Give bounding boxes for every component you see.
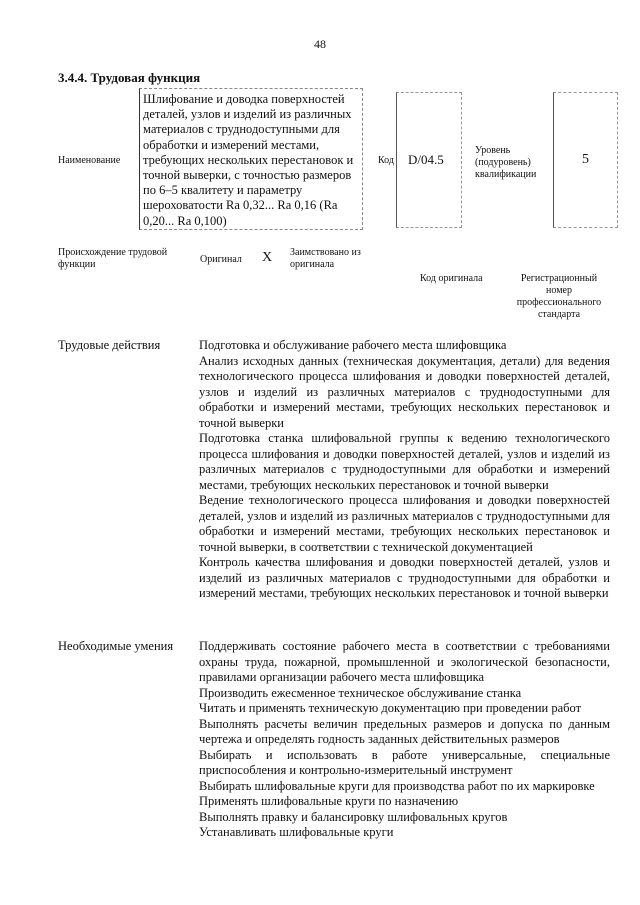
labor-actions-label: Трудовые действия	[58, 338, 161, 352]
original-label: Оригинал	[200, 254, 242, 265]
code-value: D/04.5	[408, 152, 444, 167]
function-name-box: Шлифование и доводка поверхностей деталей, узлов и изделий из различных материалов с труднодоступными для обработки и измерений местами, требующих нескольких перестановок и точной выверки, с точностью размеров по 6–5 квалитету и параметру шероховатости Ra 0,32... Ra 0,16 (Ra 0,20... Ra 0,100)	[139, 88, 363, 230]
required-skills-list	[199, 639, 610, 841]
list-item: Устанавливать шлифовальные круги	[199, 825, 394, 839]
borrowed-label: Заимствовано из оригинала	[290, 247, 361, 270]
list-item: Выбирать и использовать в работе универсальные, специальные приспособления и контрольно-измерительный инструмент	[199, 747, 610, 777]
list-item: Производить ежесменное техническое обслуживание станка	[199, 685, 522, 700]
list-item: Ведение технологического процесса шлифования и доводки поверхностей деталей, узлов и изделий из различных материалов с труднодоступными для обработки и измерений местами, требующих нескольких перестановок и точной выверки, в соответствии с технической документацией	[199, 493, 610, 554]
list-item: Анализ исходных данных (техническая документация, детали) для ведения технологического процесса шлифования и доводки поверхностей деталей, узлов и изделий из различных материалов с труднодоступными для обработки и измерений местами, требующих нескольких перестановок и точной выверки	[199, 353, 610, 430]
origin-label: Происхождение трудовой функции	[58, 247, 168, 270]
name-label: Наименование	[58, 155, 121, 166]
list-item: Применять шлифовальные круги по назначению	[199, 794, 459, 808]
list-item: Выполнять расчеты величин предельных размеров и допуска по данным чертежа и определять годность заданных действительных размеров	[199, 716, 610, 746]
level-label: Уровень (подуровень) квалификации	[475, 145, 537, 180]
list-item: Подготовка станка шлифовальной группы к ведению технологического процесса шлифования и доводки поверхностей деталей, узлов и изделий из различных материалов с труднодоступными для обработки и измерений местами, требующих нескольких перестановок и точной выверки	[199, 431, 610, 492]
code-original-label: Код оригинала	[420, 273, 483, 284]
labor-actions-list	[199, 338, 610, 602]
page-number: 48	[314, 37, 326, 51]
list-item: Читать и применять техническую документацию при проведении работ	[199, 701, 582, 715]
reg-number-label: Регистрационный номер профессионального стандарта	[516, 273, 602, 320]
list-item: Выполнять правку и балансировку шлифовальных кругов	[199, 809, 508, 824]
list-item: Подготовка и обслуживание рабочего места шлифовщика	[199, 338, 507, 352]
list-item: Выбирать шлифовальные круги для производства работ по их маркировке	[199, 778, 595, 793]
list-item: Поддерживать состояние рабочего места в соответствии с требованиями охраны труда, пожарной, промышленной и экологической безопасности, правилами организации рабочего места шлифовщика	[199, 639, 610, 684]
section-title: 3.4.4. Трудовая функция	[58, 70, 201, 85]
code-label: Код	[378, 155, 394, 166]
level-value: 5	[582, 152, 589, 167]
required-skills-label: Необходимые умения	[58, 639, 174, 653]
list-item: Контроль качества шлифования и доводки поверхностей деталей, узлов и изделий из различных материалов с труднодоступными для обработки и измерений местами, требующих нескольких перестановок и точной выверки	[199, 555, 610, 600]
original-mark: X	[262, 250, 273, 265]
